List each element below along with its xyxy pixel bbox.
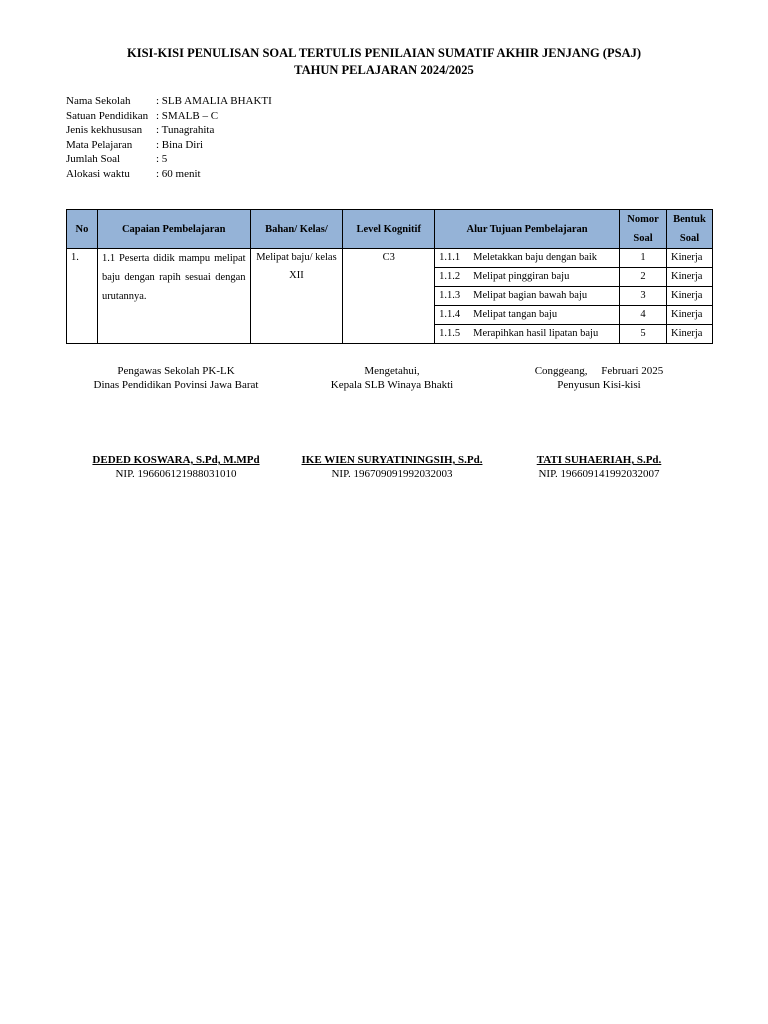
info-value: : SLB AMALIA BHAKTI (156, 95, 272, 107)
header-nomor: Nomor Soal (620, 210, 667, 249)
signature-name: TATI SUHAERIAH, S.Pd. (536, 454, 662, 466)
signature-supervisor (86, 365, 266, 481)
title-line-1: KISI-KISI PENULISAN SOAL TERTULIS PENILAIAN SUMATIF AKHIR JENJANG (PSAJ) (126, 46, 641, 60)
info-row-time (66, 167, 272, 182)
atp-text: Melipat bagian bawah baju (473, 290, 588, 301)
cell-atp (435, 306, 620, 325)
cell-nomor: 3 (620, 287, 667, 306)
header-no: No (67, 210, 98, 249)
kisi-table (66, 209, 713, 344)
cell-atp (435, 287, 620, 306)
signature-role: Pengawas Sekolah PK-LK (117, 365, 235, 377)
atp-code: 1.1.1 (439, 252, 461, 263)
document-title (0, 45, 768, 79)
cell-capaian: 1.1 Peserta didik mampu melipat baju dengan rapih sesuai dengan urutannya. (97, 249, 250, 344)
info-label: Mata Pelajaran (66, 138, 133, 151)
cell-nomor: 1 (620, 249, 667, 268)
table-header-row (67, 210, 713, 249)
cell-bentuk: Kinerja (666, 306, 712, 325)
header-alur: Alur Tujuan Pembelajaran (435, 210, 620, 249)
cell-level: C3 (343, 249, 435, 344)
atp-text: Melipat pinggiran baju (473, 271, 570, 282)
signature-office: Penyusun Kisi-kisi (557, 378, 641, 391)
info-value: : Tunagrahita (156, 124, 215, 136)
cell-nomor: 4 (620, 306, 667, 325)
info-value: : 5 (156, 153, 168, 165)
signature-compiler (509, 365, 689, 481)
cell-atp (435, 325, 620, 344)
info-row-unit (66, 109, 272, 124)
atp-text: Merapihkan hasil lipatan baju (473, 328, 599, 339)
signature-place-date: Conggeang, Februari 2025 (534, 365, 664, 377)
info-label: Alokasi waktu (66, 167, 130, 180)
info-row-specialty (66, 123, 272, 138)
atp-code: 1.1.3 (439, 290, 461, 301)
cell-bentuk: Kinerja (666, 249, 712, 268)
title-line-2: TAHUN PELAJARAN 2024/2025 (294, 63, 474, 77)
info-label: Jumlah Soal (66, 153, 121, 165)
header-bahan: Bahan/ Kelas/ (250, 210, 343, 249)
cell-atp (435, 268, 620, 287)
header-capaian: Capaian Pembelajaran (97, 210, 250, 249)
signature-nip: NIP. 196606121988031010 (115, 467, 237, 480)
info-label: Satuan Pendidikan (66, 109, 149, 122)
cell-no: 1. (67, 249, 98, 344)
info-row-question-count (66, 152, 272, 167)
signature-nip: NIP. 196609141992032007 (538, 467, 660, 480)
cell-bentuk: Kinerja (666, 325, 712, 344)
info-value: : Bina Diri (156, 138, 204, 151)
cell-atp (435, 249, 620, 268)
info-value: : 60 menit (156, 167, 201, 180)
atp-code: 1.1.4 (439, 309, 461, 320)
table-row (67, 249, 713, 268)
cell-nomor: 5 (620, 325, 667, 344)
signature-office: Dinas Pendidikan Povinsi Jawa Barat (93, 378, 259, 391)
atp-text: Melipat tangan baju (473, 309, 558, 320)
info-value: : SMALB – C (156, 109, 219, 122)
cell-nomor: 2 (620, 268, 667, 287)
signature-nip: NIP. 196709091992032003 (331, 467, 453, 480)
cell-bahan: Melipat baju/ kelas XII (250, 249, 343, 344)
info-label: Jenis kekhususan (66, 124, 143, 136)
identity-block (66, 94, 272, 181)
info-label: Nama Sekolah (66, 95, 131, 107)
header-bentuk: Bentuk Soal (666, 210, 712, 249)
signature-name: DEDED KOSWARA, S.Pd, M.MPd (92, 454, 260, 466)
atp-text: Meletakkan baju dengan baik (473, 252, 598, 263)
info-row-school (66, 94, 272, 109)
signature-office: Kepala SLB Winaya Bhakti (330, 378, 454, 391)
cell-bentuk: Kinerja (666, 287, 712, 306)
signature-principal (292, 365, 492, 481)
signature-name: IKE WIEN SURYATININGSIH, S.Pd. (301, 454, 483, 466)
cell-bentuk: Kinerja (666, 268, 712, 287)
atp-code: 1.1.2 (439, 271, 461, 282)
atp-code: 1.1.5 (439, 328, 461, 339)
info-row-subject (66, 138, 272, 153)
signature-role: Mengetahui, (364, 365, 420, 377)
header-level: Level Kognitif (343, 210, 435, 249)
